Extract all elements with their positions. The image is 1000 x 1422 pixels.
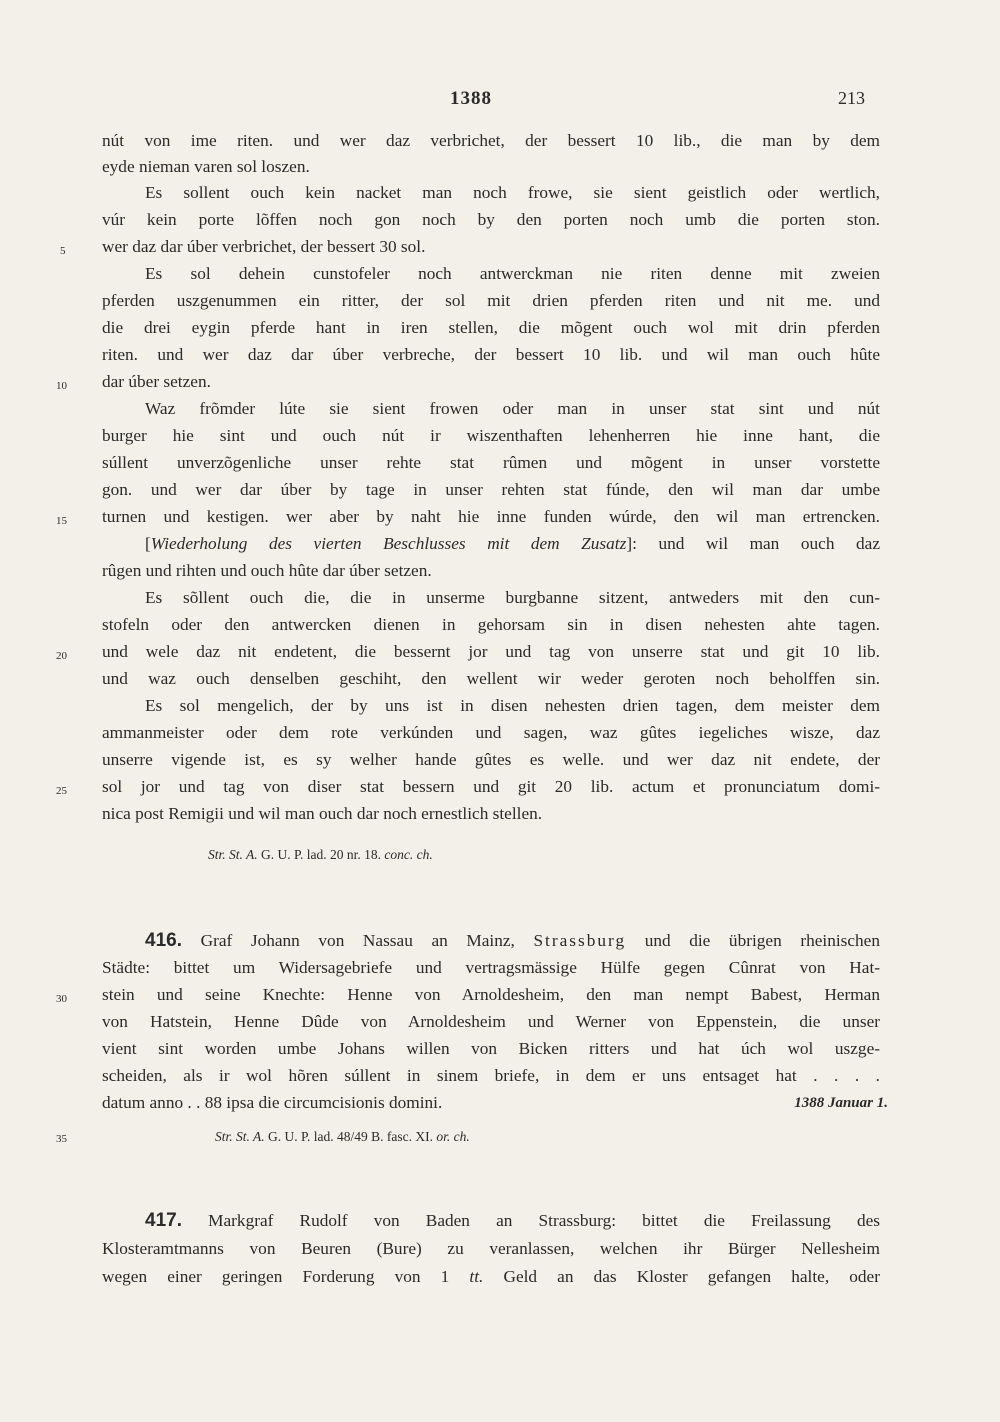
text-line: und wele daz nit endetent, die bessernt jor und tag von unserre stat und git 10 lib. [102,642,880,661]
text-line: Es sõllent ouch die, die in unserme burgbanne sitzent, antweders mit den cun- [145,588,880,607]
text-line: eyde nieman varen sol loszen. [102,157,310,176]
entry-416-heading [145,928,880,954]
text-line: nút von ime riten. und wer daz verbrichet, der bessert 10 lib., die man by dem [102,131,880,150]
text-line: turnen und kestigen. wer aber by naht hie inne funden wúrde, den wil man ertrencken. [102,507,880,526]
text-line: datum anno . . 88 ipsa die circumcisionis domini. [102,1093,443,1112]
entry-417-heading [145,1208,880,1234]
text-line: burger hie sint und ouch nút ir wiszenthaften lehenherren hie inne hant, die [102,426,880,445]
text-line: stofeln oder den antwercken dienen in gehorsam sin in disen nehesten ahte tagen. [102,615,880,634]
text-line: und waz ouch denselben geschiht, den wellent wir weder geroten noch beholffen sin. [102,669,880,688]
entry-number: 416. [145,930,182,951]
source-shelfmark: G. U. P. lad. 20 nr. 18. [261,847,382,862]
entry-number: 417. [145,1210,182,1231]
text-line: rûgen und rihten und ouch hûte dar úber setzen. [102,561,432,580]
entry-place: Strassburg [533,931,627,950]
entry-date: 1388 Januar 1. [794,1095,888,1111]
text-line: Es sollent ouch kein nacket man noch frowe, sie sient geistlich oder wertlich, [145,183,880,202]
text-line: Städte: bittet um Widersagebriefe und vertragsmässige Hülfe gegen Cûnrat von Hat- [102,958,880,977]
text-line: dar úber setzen. [102,372,211,391]
text-line: Es sol mengelich, der by uns ist in disen nehesten drien tagen, dem meister dem [145,696,880,715]
text-line: unserre vigende ist, es sy welher hande gûtes es welle. und wer daz nit endete, der [102,750,880,769]
source-citation [215,1126,470,1148]
source-archive: Str. St. A. [208,847,258,862]
text-line: ammanmeister oder dem rote verkúnden und sagen, waz gûtes iegeliches wisze, daz [102,723,880,742]
text-line: Es sol dehein cunstofeler noch antwerckman nie riten denne mit zweien [145,264,880,283]
entry-text: Geld an das Kloster gefangen halte, oder [503,1267,880,1286]
text-line: sol jor und tag von diser stat bessern und git 20 lib. actum et pronunciatum domi- [102,777,880,796]
line-number: 10 [56,380,67,392]
source-citation [208,844,433,866]
text-line: pferden uszgenummen ein ritter, der sol mit drien pferden riten und nit me. und [102,291,880,310]
text-line: von Hatstein, Henne Dûde von Arnoldesheim und Werner von Eppenstein, die unser [102,1012,880,1031]
header-year: 1388 [450,88,492,109]
text-line: gon. und wer dar úber by tage in unser rehten stat fúnde, den wil man dar umbe [102,480,880,499]
text-line: riten. und wer daz dar úber verbreche, der bessert 10 lib. und wil man ouch hûte [102,345,880,364]
text-line: súllent unverzõgenliche unser rehte stat rûmen und mõgent in unser vorstette [102,453,880,472]
text-line [102,1264,880,1290]
unit-mark: tt. [469,1267,484,1286]
bracket-note: Wiederholung des vierten Beschlusses mit dem Zusatz [150,534,627,553]
text-line: scheiden, als ir wol hõren súllent in sinem briefe, in dem er uns entsaget hat . . . . [102,1066,880,1085]
line-number: 25 [56,785,67,797]
source-type: or. ch. [436,1129,470,1144]
source-type: conc. ch. [384,847,433,862]
page-header [0,88,1000,118]
entry-text: wegen einer geringen Forderung von 1 [102,1267,450,1286]
line-number: 35 [56,1133,67,1145]
entry-text: Graf Johann von Nassau an Mainz, [200,931,515,950]
entry-text: Markgraf Rudolf von Baden an Strassburg: bittet die Freilassung des [208,1211,880,1230]
text-line: Waz frõmder lúte sie sient frowen oder man in unser stat sint und nút [145,399,880,418]
source-archive: Str. St. A. [215,1129,265,1144]
text-line: Klosteramtmanns von Beuren (Bure) zu veranlassen, welchen ihr Bürger Nellesheim [102,1239,880,1258]
entry-text: und die übrigen rheinischen [644,931,880,950]
text-line: wer daz dar úber verbrichet, der bessert 30 sol. [102,237,426,256]
text-line: die drei eygin pferde hant in iren stellen, die mõgent ouch wol mit drin pferden [102,318,880,337]
text-line: vúr kein porte lõffen noch gon noch by den porten noch umb die porten ston. [102,210,880,229]
text-line: nica post Remigii und wil man ouch dar noch ernestlich stellen. [102,804,543,823]
text-line: vient sint worden umbe Johans willen von Bicken ritters und hat úch wol uszge- [102,1039,880,1058]
line-number: 5 [60,245,66,257]
line-number: 15 [56,515,67,527]
text-line: stein und seine Knechte: Henne von Arnoldesheim, den man nempt Babest, Herman [102,985,880,1004]
line-number: 30 [56,993,67,1005]
line-number: 20 [56,650,67,662]
page-number: 213 [838,88,865,108]
bracket-rest: : und wil man ouch daz [632,534,880,553]
source-shelfmark: G. U. P. lad. 48/49 B. fasc. XI. [268,1129,434,1144]
text-line-bracket: [Wiederholung des vierten Beschlusses mit dem Zusatz]: und wil man ouch daz [145,534,880,553]
